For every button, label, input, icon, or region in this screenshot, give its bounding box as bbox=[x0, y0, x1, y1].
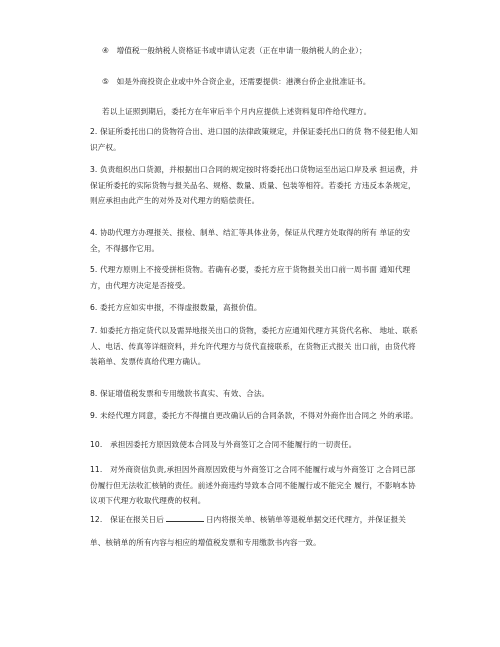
clause-2: 2. 保证所委托出口的货物符合出、进口国的法律政策规定，并保证委托出口的货 物不侵犯他人知识产权。 bbox=[90, 127, 418, 152]
clause-8: 8. 保证增值税发票和专用缴款书真实、有效、合法。 bbox=[90, 389, 270, 398]
clause-9: 9. 未经代理方同意，委托方不得擅自更改确认后的合同条款，不得对外商作出合同之 外的承诺。 bbox=[90, 411, 418, 420]
clause-12-start: 12. 保证在报关日后 bbox=[90, 515, 164, 524]
clause-4: 4. 协助代理方办理报关、报检、制单、结汇等具体业务，保证从代理方处取得的所有 单证的安全，不得挪作它用。 bbox=[90, 228, 411, 253]
clause-12-end: 日内将报关单、核销单等退税单据交还代理方，并保证报关 bbox=[205, 515, 406, 524]
clause-3: 3. 负责组织出口货源，并根据出口合同的规定按时将委托出口货物运至出运口岸及承 担运费，并保证所委托的实际货物与报关品名、规格、数量、质量、包装等相符。若委托 方违反本条规定，则应承担由此产生的对外及对代理方的赔偿责任。 bbox=[90, 165, 418, 205]
clause-11: 11. 对外商资信负责,承担因外商原因致使与外商签订之合同不能履行或与外商签订 之合同已部份履行但无法收汇核销的责任。前述外商违约导致本合同不能履行或不能完全 履行，不影响本协议项下代理方收取代理费的权利。 bbox=[90, 465, 416, 505]
clause-12 bbox=[90, 512, 420, 528]
clause-10: 10. 承担因委托方原因致使本合同及与外商签订之合同不能履行的一切责任。 bbox=[90, 440, 357, 449]
clause-sub-4: ④ 增值税一般纳税人资格证书或申请认定表（正在申请一般纳税人的企业）； bbox=[102, 46, 367, 55]
clause-12-continued: 单、核销单的所有内容与相应的增值税发票和专用缴款书内容一致。 bbox=[90, 538, 321, 547]
days-blank bbox=[166, 513, 204, 522]
clause-7: 7. 如委托方指定货代以及需异地报关出口的货物，委托方应通知代理方其货代名称、 地址、联系人、电话、传真等详细资料，并允许代理方与货代直接联系，在货物正式报关 出口前，由货代将装箱单、发票传真给代理方确认。 bbox=[90, 326, 418, 366]
clause-6: 6. 委托方应如实申报，不得虚报数量，高报价值。 bbox=[90, 303, 262, 312]
clause-5: 5. 代理方原则上不接受拼柜货物。若确有必要，委托方应于货物报关出口前一周书面 通知代理方，由代理方决定是否接受。 bbox=[90, 265, 411, 290]
clause-note: 若以上证照到期后，委托方在年审后半个月内应提供上述资料复印件给代理方。 bbox=[102, 107, 372, 116]
clause-sub-5: ⑤ 如是外商投资企业或中外合资企业，还需要提供：港澳台侨企业批准证书。 bbox=[102, 77, 371, 86]
